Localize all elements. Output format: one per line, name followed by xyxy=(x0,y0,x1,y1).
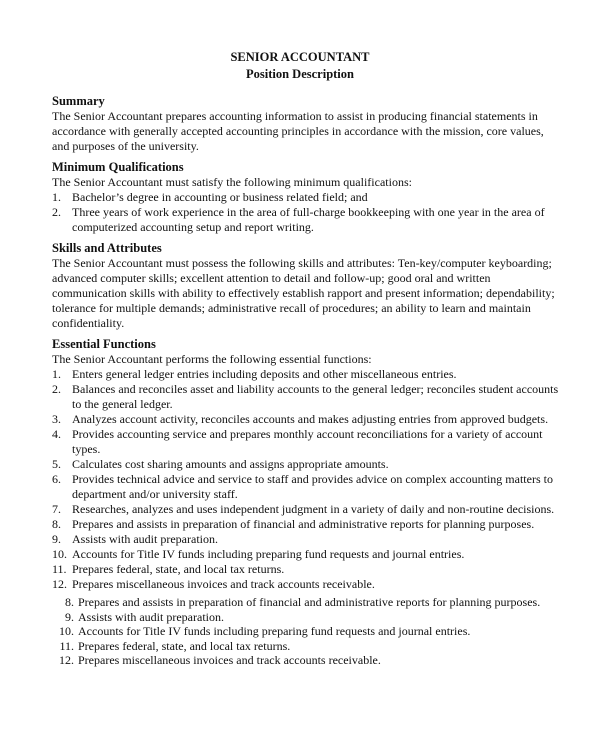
list-item-number: 9. xyxy=(52,532,61,546)
list-item-text: Provides accounting service and prepares monthly account reconciliations for a variety of account types. xyxy=(72,427,543,456)
essential-functions-intro: The Senior Accountant performs the following essential functions: xyxy=(52,352,372,366)
skills-section xyxy=(52,240,562,331)
minimum-qualifications-intro: The Senior Accountant must satisfy the following minimum qualifications: xyxy=(52,175,412,189)
list-item xyxy=(52,624,562,639)
list-item-number: 11. xyxy=(59,638,74,653)
list-item-number: 4. xyxy=(52,427,61,441)
list-item-number: 3. xyxy=(52,412,61,426)
list-item-text: Analyzes account activity, reconciles accounts and makes adjusting entries from approved budgets. xyxy=(72,412,549,426)
list-item-number: 2. xyxy=(52,382,61,396)
list-item-text: Bachelor’s degree in accounting or business related field; and xyxy=(72,190,368,204)
list-item-number: 2. xyxy=(52,205,61,219)
summary-section xyxy=(52,93,562,154)
skills-heading: Skills and Attributes xyxy=(52,241,162,255)
list-item xyxy=(52,427,562,457)
list-item-text: Three years of work experience in the area of full-charge bookkeeping with one year in the area of computerized accounting setup and report writing. xyxy=(72,205,545,234)
skills-text: The Senior Accountant must possess the following skills and attributes: Ten-key/computer keyboarding; advanced computer skills; excellent attention to detail and follow-up; good oral and written communication skills with ability to effectively establish rapport and present information; dependability; tolerance for multiple demands; administrative recall of procedures; an ability to learn and maintain confidentiality. xyxy=(52,256,555,330)
essential-functions-repeat-list xyxy=(52,595,562,668)
list-item-text: Calculates cost sharing amounts and assigns appropriate amounts. xyxy=(72,457,389,471)
list-item-number: 9. xyxy=(65,609,74,624)
list-item-number: 6. xyxy=(52,472,61,486)
title-block xyxy=(0,49,600,83)
list-item-text: Prepares federal, state, and local tax returns. xyxy=(72,562,285,576)
list-item-text: Prepares and assists in preparation of financial and administrative reports for planning purposes. xyxy=(72,517,535,531)
list-item-text: Enters general ledger entries including deposits and other miscellaneous entries. xyxy=(72,367,457,381)
document-title: SENIOR ACCOUNTANT xyxy=(230,50,370,64)
list-item-number: 5. xyxy=(52,457,61,471)
list-item-text: Assists with audit preparation. xyxy=(72,532,218,546)
list-item-text: Balances and reconciles asset and liability accounts to the general ledger; reconciles student accounts to the general ledger. xyxy=(72,382,559,411)
list-item xyxy=(52,639,562,654)
list-item-text: Prepares miscellaneous invoices and track accounts receivable. xyxy=(78,653,381,667)
minimum-qualifications-heading: Minimum Qualifications xyxy=(52,160,184,174)
list-item xyxy=(52,412,562,427)
list-item xyxy=(52,502,562,517)
list-item xyxy=(52,532,562,547)
list-item-number: 7. xyxy=(52,502,61,516)
list-item-text: Prepares miscellaneous invoices and track accounts receivable. xyxy=(72,577,375,591)
list-item xyxy=(52,205,562,235)
list-item-text: Prepares and assists in preparation of financial and administrative reports for planning purposes. xyxy=(78,595,541,609)
list-item-number: 1. xyxy=(52,367,61,381)
list-item-number: 8. xyxy=(65,595,74,609)
list-item xyxy=(52,595,562,610)
list-item xyxy=(52,472,562,502)
list-item xyxy=(52,610,562,625)
list-item-text: Provides technical advice and service to staff and provides advice on complex accounting matters to department and/or university staff. xyxy=(72,472,553,501)
list-item-number: 12. xyxy=(59,653,74,667)
summary-text: The Senior Accountant prepares accounting information to assist in producing financial statements in accordance with generally accepted accounting principles in accordance with the mission, core values, and purposes of the university. xyxy=(52,109,544,153)
list-item xyxy=(52,382,562,412)
list-item xyxy=(52,457,562,472)
list-item xyxy=(52,190,562,205)
summary-heading: Summary xyxy=(52,94,105,108)
document-subtitle: Position Description xyxy=(246,67,354,81)
list-item-text: Accounts for Title IV funds including preparing fund requests and journal entries. xyxy=(78,624,471,638)
minimum-qualifications-section xyxy=(52,159,562,235)
minimum-qualifications-list xyxy=(52,190,562,235)
document-body xyxy=(52,93,562,673)
list-item-text: Prepares federal, state, and local tax returns. xyxy=(78,638,291,653)
essential-functions-section xyxy=(52,336,562,668)
list-item-number: 11. xyxy=(52,562,67,576)
list-item-number: 12. xyxy=(52,577,67,591)
list-item xyxy=(52,367,562,382)
list-item-number: 8. xyxy=(52,517,61,531)
list-item-text: Accounts for Title IV funds including preparing fund requests and journal entries. xyxy=(72,547,465,561)
list-item-number: 10. xyxy=(52,547,67,561)
list-item xyxy=(52,577,562,592)
essential-functions-heading: Essential Functions xyxy=(52,337,156,351)
essential-functions-list xyxy=(52,367,562,592)
list-item-number: 10. xyxy=(59,624,74,638)
list-item-text: Researches, analyzes and uses independent judgment in a variety of daily and non-routine decisions. xyxy=(72,502,555,516)
list-item xyxy=(52,562,562,577)
list-item xyxy=(52,653,562,668)
list-item-number: 1. xyxy=(52,190,61,204)
list-item-text: Assists with audit preparation. xyxy=(78,609,224,624)
list-item xyxy=(52,547,562,562)
list-item xyxy=(52,517,562,532)
